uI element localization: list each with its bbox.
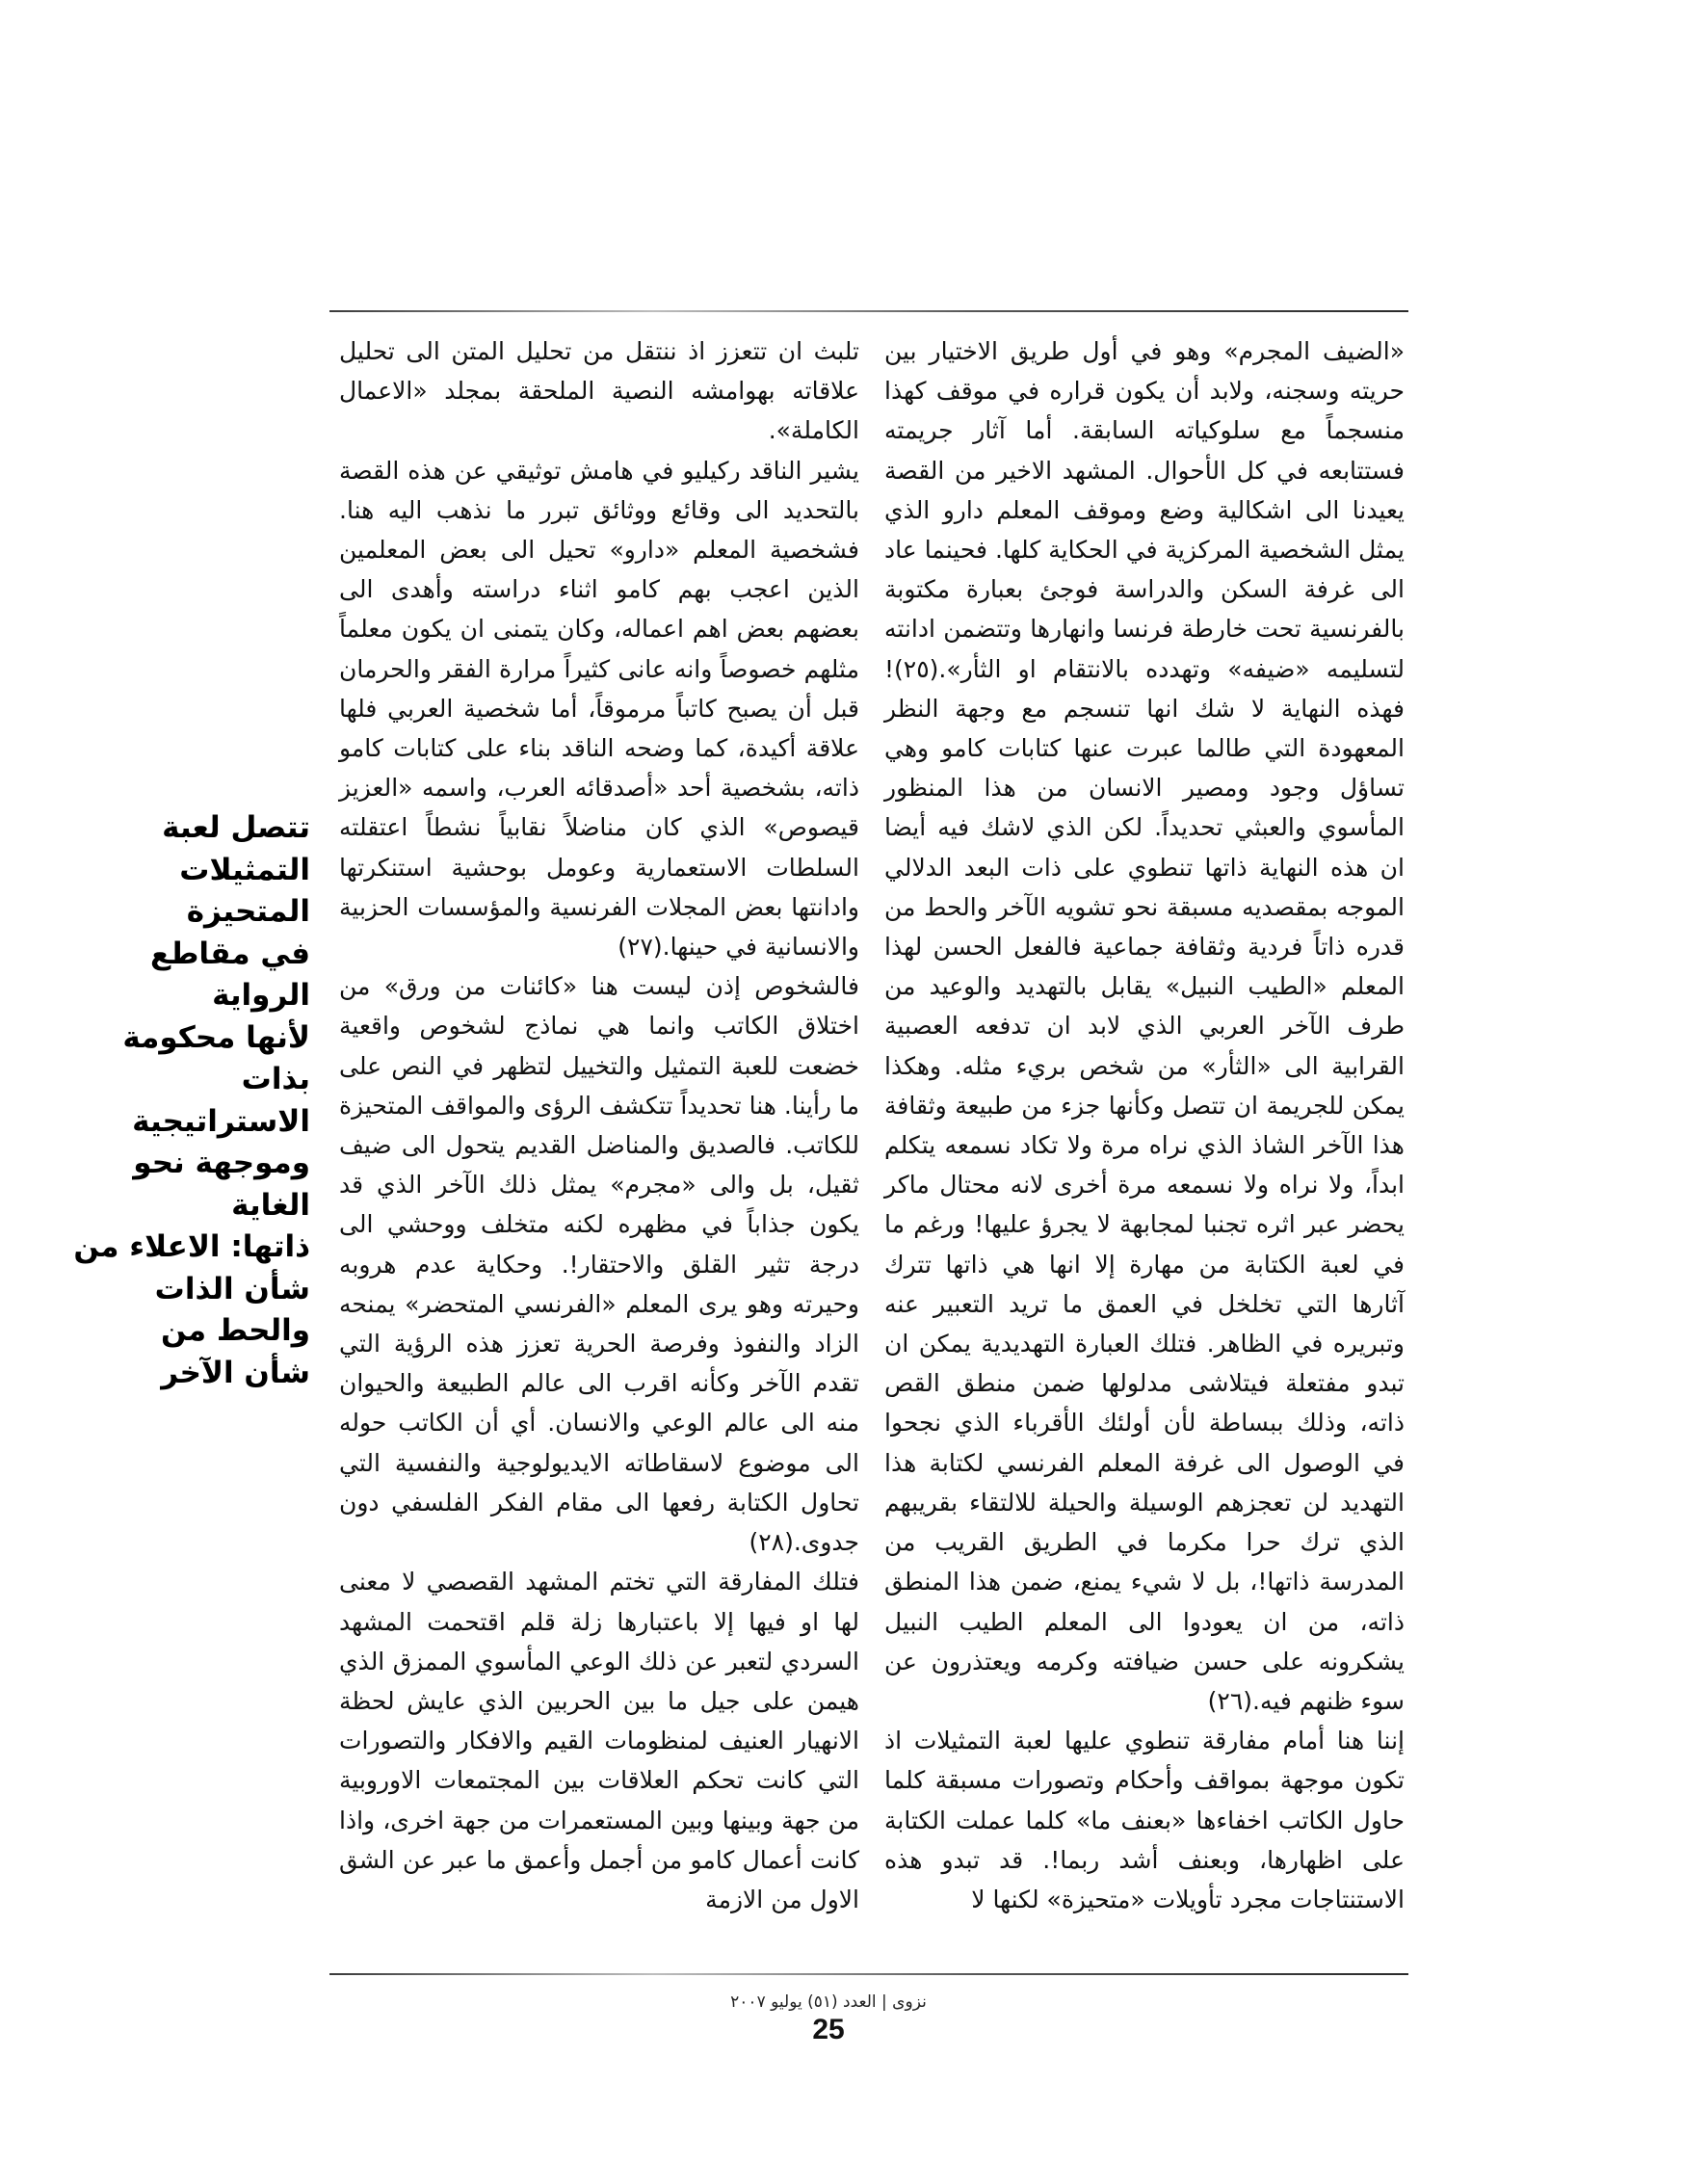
pull-quote-line: في مقاطع الرواية [150, 936, 310, 1013]
paragraph: إننا هنا أمام مفارقة تنطوي عليها لعبة التمثيلات اذ تكون موجهة بمواقف وأحكام وتصورات مسبقة كلما حاول الكاتب اخفاءها «بعنف ما» كلما عملت الكتابة على اظهارها، وبعنف أشد ربما!. قد تبدو هذه الاستنتاجات مجرد تأويلات «متحيزة» لكنها لا [884, 1727, 1405, 1913]
paragraph: يشير الناقد ركيليو في هامش توثيقي عن هذه القصة بالتحديد الى وقائع ووثائق تبرر ما نذهب اليه هنا. فشخصية المعلم «دارو» تحيل الى بعض المعلمين الذين اعجب بهم كامو اثناء دراسته وأهدى الى بعضهم بعض اهم اعماله، وكان يتمنى ان يكون معلماً مثلهم خصوصاً وانه عانى كثيراً مرارة الفقر والحرمان قبل أن يصبح كاتباً مرموقاً، أما شخصية العربي فلها علاقة أكيدة، كما وضحه الناقد بناء على كتابات كامو ذاته، بشخصية أحد «أصدقائه العرب، واسمه «العزيز قيصوص» الذي كان مناضلاً نقابياً نشطاً اعتقلته السلطات الاستعمارية وعومل بوحشية استنكرتها وادانتها بعض المجلات الفرنسية والمؤسسات الحزبية والانسانية في حينها.(٢٧) [339, 456, 859, 962]
paragraph: تلبث ان تتعزز اذ ننتقل من تحليل المتن الى تحليل علاقاته بهوامشه النصية الملحقة بمجلد «الاعمال الكاملة». [339, 337, 859, 445]
article-column-middle [339, 331, 859, 1919]
pull-quote-line: الاستراتيجية [132, 1103, 310, 1139]
paragraph: «الضيف المجرم» وهو في أول طريق الاختيار بين حريته وسجنه، ولابد أن يكون قراره في موقف كهذا منسجماً مع سلوكياته السابقة. أما آثار جريمته فستتابعه في كل الأحوال. المشهد الاخير من القصة يعيدنا الى اشكالية وضع وموقف المعلم دارو الذي يمثل الشخصية المركزية في الحكاية كلها. فحينما عاد الى غرفة السكن والدراسة فوجئ بعبارة مكتوبة بالفرنسية تحت خارطة فرنسا وانهارها وتتضمن ادانته لتسليمه «ضيفه» وتهدده بالانتقام او الثأر».(٢٥)! فهذه النهاية لا شك انها تنسجم مع وجهة النظر المعهودة التي طالما عبرت عنها كتابات كامو وهي تساؤل وجود ومصير الانسان من هذا المنظور المأسوي والعبثي تحديداً. لكن الذي لاشك فيه أيضا ان هذه النهاية ذاتها تنطوي على ذات البعد الدلالي الموجه بمقصديه مسبقة نحو تشويه الآخر والحط من قدره ذاتاً فردية وثقافة جماعية فالفعل الحسن لهذا المعلم «الطيب النبيل» يقابل بالتهديد والوعيد من طرف الآخر العربي الذي لابد ان تدفعه العصبية القرابية الى «الثأر» من شخص بريء مثله. وهكذا يمكن للجريمة ان تتصل وكأنها جزء من طبيعة وثقافة هذا الآخر الشاذ الذي نراه مرة ولا تكاد نسمعه يتكلم ابداً، ولا نراه ولا نسمعه مرة أخرى لانه محتال ماكر يحضر عبر اثره تجنبا لمجابهة لا يجرؤ عليها! ورغم ما في لعبة الكتابة من مهارة إلا انها هي ذاتها تترك آثارها التي تخلخل في العمق ما تريد التعبير عنه وتبريره في الظاهر. فتلك العبارة التهديدية يمكن ان تبدو مفتعلة فيتلاشى مدلولها ضمن منطق القص ذاته، وذلك ببساطة لأن أولئك الأقرباء الذي نجحوا في الوصول الى غرفة المعلم الفرنسي لكتابة هذا التهديد لن تعجزهم الوسيلة والحيلة للالتقاء بقريبهم الذي ترك حرا مكرما في الطريق القريب من المدرسة ذاتها!، بل لا شيء يمنع، ضمن هذا المنطق ذاته، من ان يعودوا الى المعلم الطيب النبيل يشكرونه على حسن ضيافته وكرمه ويعتذرون عن سوء ظنهم فيه.(٢٦) [884, 337, 1405, 1715]
pull-quote-line: ذاتها: الاعلاء من [73, 1229, 310, 1264]
bottom-rule-divider [329, 1973, 1408, 1975]
pull-quote-line: وموجهة نحو الغاية [133, 1146, 310, 1223]
issue-info: نزوى | العدد (٥١) يوليو ٢٠٠٧ [730, 1992, 927, 2012]
top-rule-divider [329, 310, 1408, 312]
paragraph: فتلك المفارقة التي تختم المشهد القصصي لا معنى لها او فيها إلا باعتبارها زلة قلم اقتحمت المشهد السردي لتعبر عن ذلك الوعي المأسوي الممزق الذي هيمن على جيل ما بين الحربين الذي عايش لحظة الانهيار العنيف لمنظومات القيم والافكار والتصورات التي كانت تحكم العلاقات بين المجتمعات الاوروبية من جهة وبينها وبين المستعمرات من جهة اخرى، واذا كانت أعمال كامو من أجمل وأعمق ما عبر عن الشق الاول من الازمة [339, 1568, 859, 1913]
pull-quote-line: لأنها محكومة بذات [122, 1019, 310, 1096]
page-footer [597, 1991, 1060, 2046]
article-column-right [884, 331, 1405, 1919]
pull-quote [58, 807, 310, 1394]
pull-quote-line: شأن الآخر [161, 1355, 310, 1390]
pull-quote-line: شأن الذات والحط من [154, 1271, 310, 1348]
pull-quote-line: التمثيلات المتحيزة [179, 852, 310, 929]
pull-quote-line: تتصل لعبة [162, 810, 310, 845]
page-number: 25 [812, 2014, 845, 2045]
paragraph: فالشخوص إذن ليست هنا «كائنات من ورق» من اختلاق الكاتب وانما هي نماذج لشخوص واقعية خضعت للعبة التمثيل والتخييل لتظهر في النص على ما رأينا. هنا تحديداً تتكشف الرؤى والمواقف المتحيزة للكاتب. فالصديق والمناضل القديم يتحول الى ضيف ثقيل، بل والى «مجرم» يمثل ذلك الآخر الذي قد يكون جذاباً في مظهره لكنه متخلف ووحشي الى درجة تثير القلق والاحتقار!. وحكاية عدم هروبه وحيرته وهو يرى المعلم «الفرنسي المتحضر» يمنحه الزاد والنفوذ وفرصة الحرية تعزز هذه الرؤية التي تقدم الآخر وكأنه اقرب الى عالم الطبيعة والحيوان منه الى عالم الوعي والانسان. أي أن الكاتب حوله الى موضوع لاسقاطاته الايديولوجية والنفسية التي تحاول الكتابة رفعها الى مقام الفكر الفلسفي دون جدوى.(٢٨) [339, 972, 859, 1557]
